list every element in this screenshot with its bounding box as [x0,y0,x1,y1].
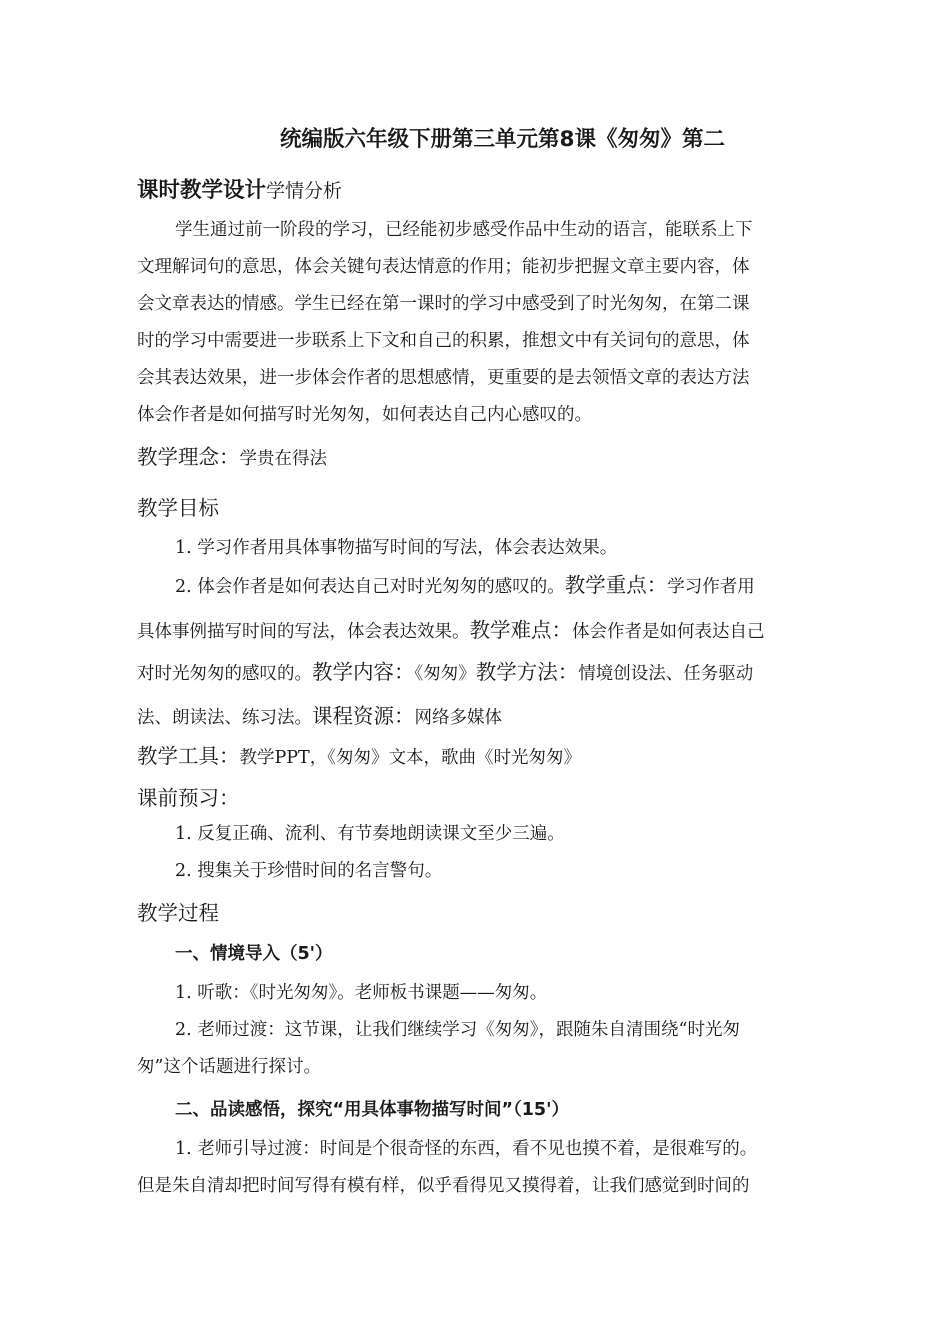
goals-heading: 教学目标 [137,496,219,520]
process-heading: 教学过程 [137,901,219,925]
preview-heading: 课前预习： [137,786,240,810]
analysis-line: 会其表达效果，进一步体会作者的思想感情，更重要的是去领悟文章的表达方法 [137,368,750,388]
part2-item-1-continued: 但是朱自清却把时间写得有模有样，似乎看得见又摸得着，让我们感觉到时间的 [137,1176,750,1196]
part1-item-1: 1. 听歌：《时光匆匆》。老师板书课题——匆匆。 [175,983,548,1003]
method-value: 情境创设法、任务驱动 [578,664,754,684]
analysis-line: 体会作者是如何描写时光匆匆，如何表达自己内心感叹的。 [137,405,592,425]
key-point-value: 学习作者用 [667,577,755,597]
difficulty-label: 教学难点： [469,618,572,642]
document-title-line2: 课时教学设计 [137,178,267,203]
analysis-line: 会文章表达的情感。学生已经在第一课时的学习中感受到了时光匆匆，在第二课 [137,294,750,314]
difficulty-content-method-row [137,660,753,686]
teaching-idea-label: 教学理念： [137,445,240,469]
resource-value: 网络多媒体 [414,708,502,728]
difficulty-value: 体会作者是如何表达自己 [572,622,765,642]
goal-item-2: 2. 体会作者是如何表达自己对时光匆匆的感叹的。 [175,577,565,597]
goal-item-2-row [175,573,755,599]
teaching-idea-value: 学贵在得法 [239,449,327,469]
method-label: 教学方法： [475,660,579,684]
tools-row [137,744,581,770]
preview-item-2: 2. 搜集关于珍惜时间的名言警句。 [175,861,443,881]
part1-heading: 一、情境导入（5'） [175,944,333,964]
resource-label: 课程资源： [312,704,415,728]
tools-label: 教学工具： [137,744,240,768]
goal-item-1: 1. 学习作者用具体事物描写时间的写法，体会表达效果。 [175,538,618,558]
teaching-idea-row [137,445,327,471]
key-point-label: 教学重点： [564,573,668,597]
analysis-line: 时的学习中需要进一步联系上下文和自己的积累，推想文中有关词句的意思，体 [137,331,750,351]
content-label: 教学内容： [312,660,415,684]
method-resource-row [137,704,502,730]
section-analysis-heading: 学情分析 [266,180,343,202]
method-value-continued: 法、朗读法、练习法。 [137,708,312,728]
document-title-line2-row [137,176,342,206]
document-title-line1: 统编版六年级下册第三单元第8课《匆匆》第二 [280,127,725,152]
part2-item-1: 1. 老师引导过渡：时间是个很奇怪的东西，看不见也摸不着，是很难写的。 [175,1139,758,1159]
part1-item-2: 2. 老师过渡：这节课，让我们继续学习《匆匆》，跟随朱自清围绕“时光匆 [175,1020,740,1040]
part1-item-2-continued: 匆”这个话题进行探讨。 [137,1057,321,1077]
preview-item-1: 1. 反复正确、流利、有节奏地朗读课文至少三遍。 [175,824,565,844]
content-value: 《匆匆》 [414,664,476,684]
part2-heading: 二、品读感悟，探究“用具体事物描写时间”（15'） [175,1100,569,1120]
analysis-line: 文理解词句的意思，体会关键句表达情意的作用；能初步把握文章主要内容，体 [137,257,750,277]
difficulty-value-continued: 对时光匆匆的感叹的。 [137,664,312,684]
analysis-line: 学生通过前一阶段的学习，已经能初步感受作品中生动的语言，能联系上下 [175,220,753,240]
key-point-value-continued: 具体事例描写时间的写法，体会表达效果。 [137,622,470,642]
tools-value: 教学PPT，《匆匆》文本，歌曲《时光匆匆》 [239,748,581,768]
key-point-continue-row [137,618,765,644]
